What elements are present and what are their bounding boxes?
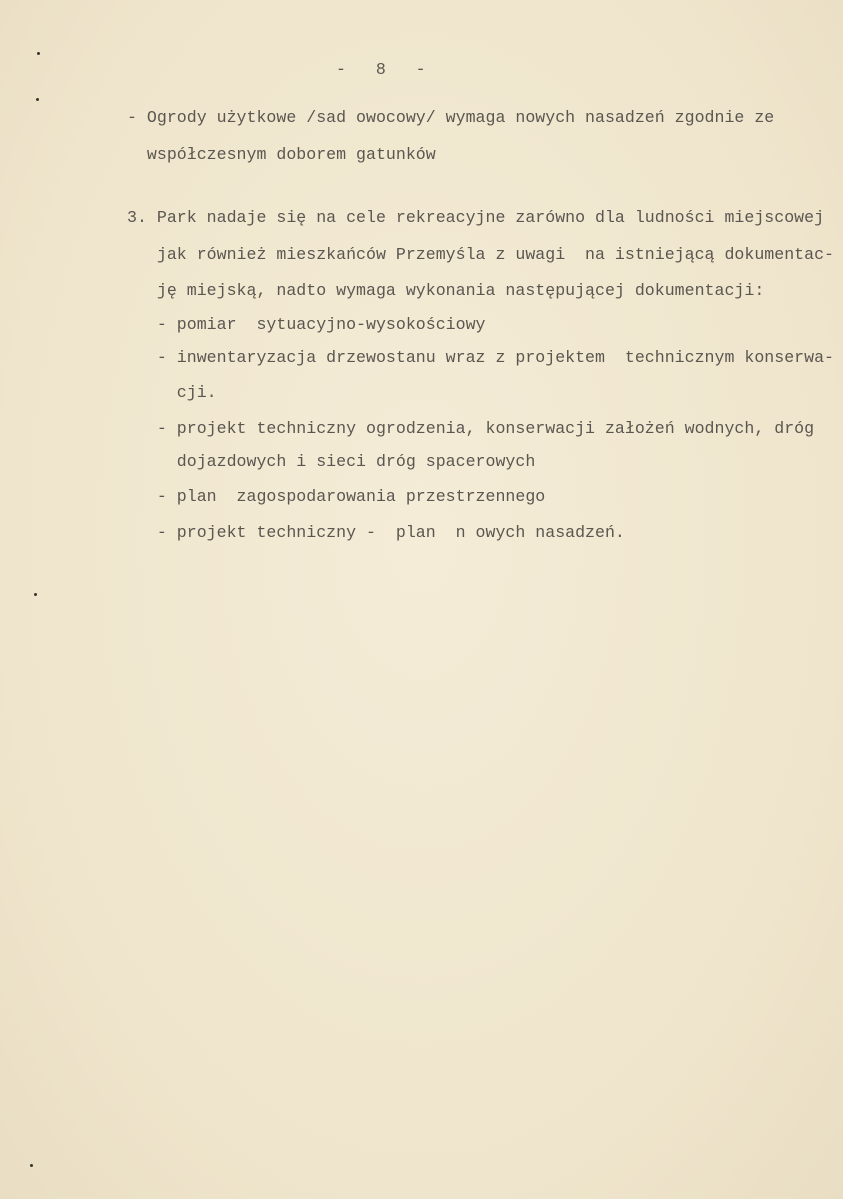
list-item-projekt-ogrodzenia: - projekt techniczny ogrodzenia, konserwacji założeń wodnych, dróg	[127, 419, 815, 438]
page-number: - 8 -	[336, 60, 426, 79]
list-item-projekt-ogrodzenia-cont: dojazdowych i sieci dróg spacerowych	[127, 452, 536, 471]
punch-hole-mark	[30, 1164, 33, 1167]
bullet-line-2: współczesnym doborem gatunków	[127, 145, 436, 164]
list-item-plan: - plan zagospodarowania przestrzennego	[127, 487, 546, 506]
paragraph-3-line-2: jak również mieszkańców Przemyśla z uwagi na istniejącą dokumentac-	[127, 245, 835, 264]
list-item-inwentaryzacja-cont: cji.	[127, 383, 217, 402]
punch-hole-mark	[37, 52, 40, 55]
paragraph-3-line-1: 3. Park nadaje się na cele rekreacyjne zarówno dla ludności miejscowej	[127, 208, 825, 227]
list-item-pomiar: - pomiar sytuacyjno-wysokościowy	[127, 315, 486, 334]
bullet-line-1: - Ogrody użytkowe /sad owocowy/ wymaga nowych nasadzeń zgodnie ze	[127, 108, 775, 127]
list-item-inwentaryzacja: - inwentaryzacja drzewostanu wraz z projektem technicznym konserwa-	[127, 348, 835, 367]
paragraph-3-line-3: ję miejską, nadto wymaga wykonania następującej dokumentacji:	[127, 281, 765, 300]
punch-hole-mark	[34, 593, 37, 596]
punch-hole-mark	[36, 98, 39, 101]
list-item-projekt-nasadzen: - projekt techniczny - plan n owych nasadzeń.	[127, 523, 625, 542]
